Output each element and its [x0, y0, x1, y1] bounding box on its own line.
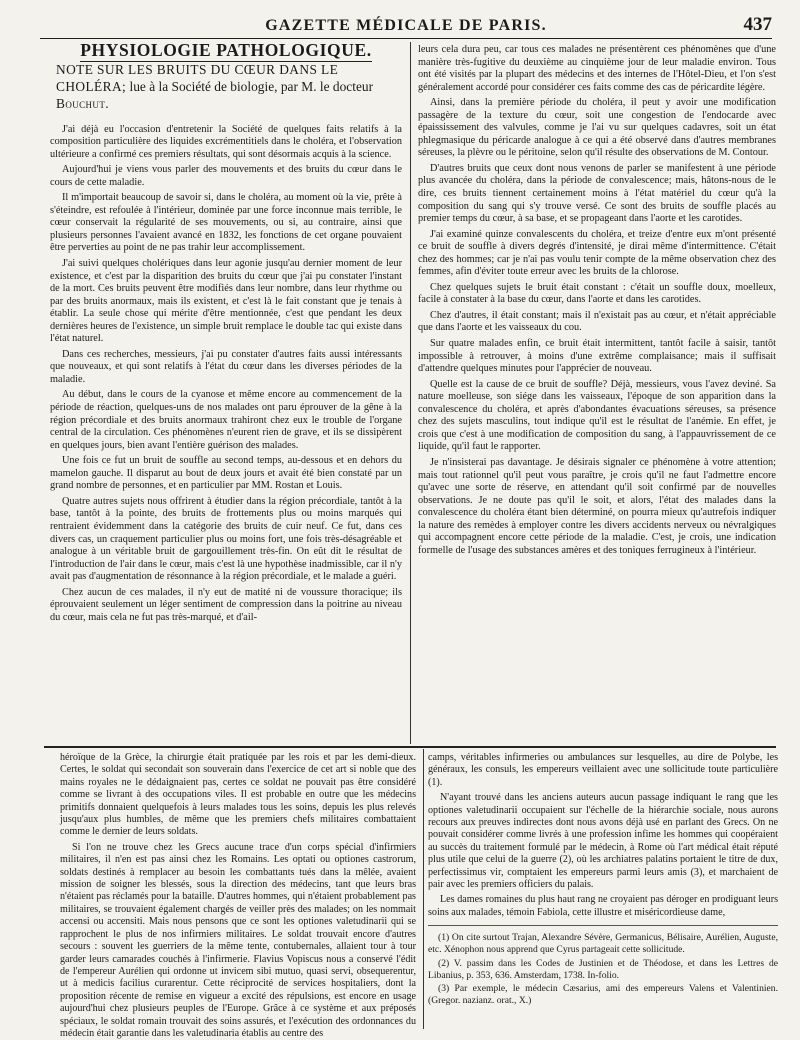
section-title: PHYSIOLOGIE PATHOLOGIQUE.: [80, 40, 372, 60]
paragraph: Dans ces recherches, messieurs, j'ai pu constater d'autres faits aussi intéressants que nouveaux, et qui sont relatifs à l'état du cœur dans les diverses périodes de la maladie.: [50, 348, 402, 385]
feuilleton-column-divider: [423, 749, 424, 1029]
footnote: (2) V. passim dans les Codes de Justinien et de Théodose, et dans les Lettres de Libanius, p. 353, 636. Amsterdam, 1738. In-folio.: [428, 957, 778, 981]
paragraph: Chez quelques sujets le bruit était constant : c'était un souffle doux, moelleux, facile à constater à la base du cœur, dans l'aorte et dans les carotides.: [418, 281, 776, 306]
article-title: [56, 61, 402, 112]
paragraph: Les dames romaines du plus haut rang ne croyaient pas déroger en prodiguant leurs soins aux malades, témoin Fabiola, cette illustre et miséricordieuse dame,: [428, 894, 778, 918]
paragraph: Sur quatre malades enfin, ce bruit était intermittent, tantôt facile à saisir, tantôt impossible à retrouver, à moins d'une extrême complaisance; mais il suffisait d'attendre quelques minutes pour l'apprécier de nouveau.: [418, 338, 776, 375]
paragraph: Il m'importait beaucoup de savoir si, dans le choléra, au moment où la vie, prête à s'éteindre, est refoulée à l'intérieur, dominée par une force inconnue mais terrible, le cœur conservait la régularité de ses mouvements, ou si, au contraire, ainsi que plusieurs personnes l'avaient avancé en 1832, les fonctions de cet organe pouvaient être perverties au point de ne pas trahir leur accomplissement.: [50, 192, 402, 254]
footnote: (3) Par exemple, le médecin Cæsarius, ami des empereurs Valens et Valentinien. (Gregor. nazianz. orat., X.): [428, 983, 778, 1007]
paragraph: J'ai suivi quelques cholériques dans leur agonie jusqu'au dernier moment de leur existence, et c'est par la disparition des bruits du cœur que j'ai pu constater l'instant de la mort. Ces bruits peuvent être modifiés dans leur nombre, dans leur rhythme ou par des bruits anormaux, mais ils existent, et c'est là le fait constant que je tenais à établir. La seule chose qui mérite d'être mentionnée, c'est que pendant les deux dernières heures de l'existence, un simple bruit remplace le double tac qui existe dans l'état naturel.: [50, 258, 402, 345]
feuilleton-right-column: [428, 752, 778, 1030]
column-divider: [410, 42, 411, 744]
article-title-caps: NOTE SUR LES BRUITS DU CŒUR DANS LE CHOLÉRA;: [56, 61, 339, 94]
paragraph: héroïque de la Grèce, la chirurgie était pratiquée par les rois et par les demi-dieux. Certes, le soldat qui secondait son souverain dans l'exercice de cet art si noble que des mains royales ne le dédaignaient pas, certes ce soldat ne pouvait pas être considéré comme se livrant à des occupations viles. Il est probable en outre que les médecins primitifs donnaient quelquefois à leurs malades tous les soins, depuis les plus relevés jusqu'aux plus humbles, de même que les premiers chefs militaires combattaient comme le dernier de leurs soldats.: [60, 752, 416, 838]
page-number: 437: [743, 14, 772, 35]
paragraph: J'ai déjà eu l'occasion d'entretenir la Société de quelques faits relatifs à la composition particulière des liquides excrémentitiels dans le choléra, et l'observation ultérieure a confirmé ces premiers résultats, qui sont désormais acquis à la science.: [50, 123, 402, 160]
article-title-rest: lue à la Société de biologie, par M. le docteur: [126, 78, 374, 94]
paragraph: Ainsi, dans la première période du choléra, il peut y avoir une modification passagère de la texture du cœur, soit une congestion de l'endocarde avec épaississement des valvules, comme je l'ai vu sur quelques cadavres, soit un état phlegmasique du péricarde analogue à ce qui a été observé dans d'autres membranes séreuses, la plèvre ou le péritoine, selon qu'il résulte des observations de M. Contour.: [418, 97, 776, 159]
right-column: [418, 44, 776, 742]
article-author: Bouchut.: [56, 95, 109, 111]
feuilleton-left-column: [60, 752, 416, 1039]
journal-title: GAZETTE MÉDICALE DE PARIS.: [265, 17, 547, 34]
left-column: [50, 40, 402, 742]
footnotes: [428, 925, 778, 1007]
paragraph: Aujourd'hui je viens vous parler des mouvements et des bruits du cœur dans le cours de cette maladie.: [50, 164, 402, 188]
paragraph: Si l'on ne trouve chez les Grecs aucune trace d'un corps spécial d'infirmiers militaires, il n'en est pas ainsi chez les Romains. Les optati ou optiones castrorum, soldats destinés à remplacer au besoin les combattants tués dans la mêlée, avaient mission de soigner les blessés, sous la direction des médecins, tant que leurs bras n'étaient pas réclamés pour la bataille. D'autres hommes, qui n'étaient probablement pas militaires, se trouvaient également chargés de veiller près des malades; on les nommait accensi ou accensiti. Mais nous pensons que ce sont les optiones valetudinarii qui se rapprochent le plus de nos infirmiers militaires. Le soldat trouvait encore d'autres secours : souvent les guerriers de la même tente, contubernales, allaient tour à tour garder leurs camarades couchés à l'infirmerie. Flavius Vopiscus nous a conservé l'édit de l'empereur Aurélien qui ordonne ut invicem sibi mutuo, quasi servi, obsequerentur, ut à medicis facilius curarentur. Cette réciprocité de services hospitaliers, dont la proposition récente de remise en vigueur a excité des répulsions, est encore en usage aujourd'hui chez plusieurs peuples de l'Europe. Grâce à ce système et aux préposés spéciaux, le soldat romain trouvait des soins assurés, et l'exécution des ordonnances du médecin était garantie dans les valetudinaria établis au centre des: [60, 841, 416, 1039]
paragraph: N'ayant trouvé dans les anciens auteurs aucun passage indiquant le rang que les optiones valetudinarii occupaient sur l'échelle de la hiérarchie sociale, nous aurons recours aux preuves indirectes dont nous avons déjà usé en parlant des Grecs. On ne pouvait considérer comme livrés à une profession infime les hommes qui coopéraient au succès du traitement formulé par le médecin, à Rome où l'art médical était réputé plus utile que celui de la guerre (2), où les archiatres palatins portaient le titre de dux, perfectissimus vir, comptaient les empereurs parmi leurs amis (3), et marchaient de pair avec les premiers officiers du palais.: [428, 792, 778, 891]
paragraph: Quelle est la cause de ce bruit de souffle? Déjà, messieurs, vous l'avez deviné. Sa nature moelleuse, son siége dans les vaisseaux, l'époque de son apparition dans la convalescence du choléra, et après d'abondantes évacuations séreuses, sa présence chez des sujets masculins, tout indique qu'il est le résultat de l'anémie. En effet, je crois que c'est à une modification de composition du sang, à l'appauvrissement de ce liquide, qu'il faut le rapporter.: [418, 378, 776, 453]
paragraph: J'ai examiné quinze convalescents du choléra, et treize d'entre eux m'ont présenté ce bruit de souffle à divers degrés d'intensité, je dirai même d'intermittence. C'était chez des hommes; car je n'ai pas voulu tenir compte de la même observation chez des femmes, afin d'éviter toute erreur avec les bruits de la chlorose.: [418, 228, 776, 278]
paragraph: camps, véritables infirmeries ou ambulances sur lesquelles, au dire de Polybe, les généraux, les consuls, les empereurs veillaient avec une sollicitude toute particulière (1).: [428, 752, 778, 788]
feuilleton-divider: [44, 746, 776, 748]
paragraph: Au début, dans le cours de la cyanose et même encore au commencement de la période de réaction, quelques-uns de nos malades ont paru éprouver de la gêne à la région précordiale et des bruits anormaux trahiront chez eux le trouble de l'organe central de la circulation. Ces phénomènes n'eurent rien de grave, et ils se dissipèrent en quelques jours, bien avant l'entière guérison des malades.: [50, 389, 402, 451]
paragraph: Une fois ce fut un bruit de souffle au second temps, au-dessous et en dehors du mamelon gauche. Il disparut au bout de deux jours et avait été bien constaté par un grand nombre de personnes, et en particulier par MM. Rostan et Louis.: [50, 455, 402, 492]
footnote: (1) On cite surtout Trajan, Alexandre Sévère, Germanicus, Bélisaire, Aurélien, Auguste, etc. Xénophon nous apprend que Cyrus partageait cette sollicitude.: [428, 932, 778, 956]
paragraph: Quatre autres sujets nous offrirent à étudier dans la région précordiale, tantôt à la base, tantôt à la pointe, des bruits de frottements plus ou moins marqués qui rentraient évidemment dans la catégorie des bruits de cuir neuf. Ce fut, dans ces divers cas, un craquement particulier plus ou moins fort, une fois très-désagréable et analogue à un véritable bruit de gargouillement très-fin. On eût dit le résultat de l'introduction de l'air dans le cœur, mais c'est là une hypothèse inadmissible, car il n'y avait pas d'augmentation de résonnance à la région précordiale, et le malade a guéri.: [50, 495, 402, 583]
paragraph: Je n'insisterai pas davantage. Je désirais signaler ce phénomène à votre attention; mais tout rationnel qu'il peut vous paraître, je crois qu'il ne faut l'admettre encore qu'avec une sorte de réserve, en attendant qu'il soit confirmé par de nouvelles observations. Je ne doute pas qu'il le soit, et alors, l'état des malades dans la convalescence du choléra étant bien déterminé, on pourra mieux qu'autrefois indiquer la nature des remèdes à employer contre les divers accidents nerveux ou névralgiques qui accompagnent encore cette période de la maladie. C'est, je crois, une indication formelle de l'usage des substances amères et des toniques ferrugineux à l'intérieur.: [418, 456, 776, 556]
paragraph: D'autres bruits que ceux dont nous venons de parler se manifestent à une période plus avancée du choléra, dans la période de convalescence; mais, hâtons-nous de le dire, ces bruits tiennent certainement moins à l'état matériel du cœur qu'à la composition du sang qui s'y trouve versé. Ce sont des bruits de souffle placés au premier temps du cœur, à sa base, et se propageant dans l'aorte et les carotides.: [418, 162, 776, 225]
paragraph: Chez d'autres, il était constant; mais il n'existait pas au cœur, et n'était appréciable que dans l'aorte et les vaisseaux du cou.: [418, 309, 776, 334]
paragraph: leurs cela dura peu, car tous ces malades ne présentèrent ces phénomènes que d'une manière très-fugitive du deuxième au cinquième jour de leur maladie environ. Tous ont été visités par la plupart des médecins et des internes de l'Hôtel-Dieu, et l'on s'est généralement accordé pour considérer ces faits comme des cas de péricardite légère.: [418, 44, 776, 93]
page-header: [40, 14, 772, 39]
paragraph: Chez aucun de ces malades, il n'y eut de matité ni de voussure thoracique; ils éprouvaient seulement un léger sentiment de compression dans la poitrine au niveau du cœur, mais cela ne fut pas très-marqué, et d'ail-: [50, 586, 402, 623]
